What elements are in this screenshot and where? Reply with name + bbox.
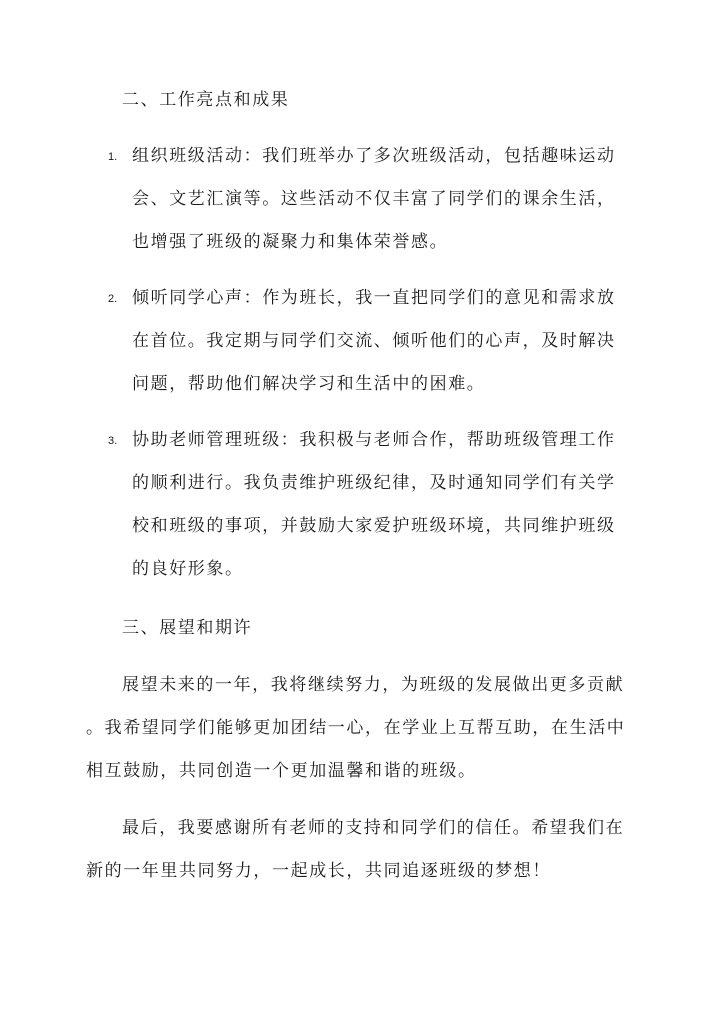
list-item-line: 协助老师管理班级：我积极与老师合作，帮助班级管理工作: [132, 430, 616, 450]
list-item-line: 在首位。我定期与同学们交流、倾听他们的心声，及时解决: [132, 331, 616, 351]
paragraph-line: 新的一年里共同努力，一起成长，共同追逐班级的梦想！: [86, 861, 551, 881]
paragraph-line: 最后，我要感谢所有老师的支持和同学们的信任。希望我们在: [122, 818, 625, 838]
list-item-line: 组织班级活动：我们班举办了多次班级活动，包括趣味运动: [132, 146, 616, 166]
list-item-line: 的良好形象。: [132, 559, 244, 579]
paragraph-line: 。我希望同学们能够更加团结一心，在学业上互帮互助，在生活中: [86, 718, 626, 738]
section-heading-outlook: 三、展望和期许: [122, 618, 253, 638]
section-heading-achievements: 二、工作亮点和成果: [122, 90, 290, 110]
list-item-line: 也增强了班级的凝聚力和集体荣誉感。: [132, 232, 449, 252]
paragraph-line: 展望未来的一年，我将继续努力，为班级的发展做出更多贡献: [122, 675, 625, 695]
list-item-line: 问题，帮助他们解决学习和生活中的困难。: [132, 374, 486, 394]
list-number: 3.: [108, 435, 118, 447]
paragraph-line: 相互鼓励，共同创造一个更加温馨和谐的班级。: [86, 761, 477, 781]
list-number: 1.: [108, 151, 118, 163]
list-item-line: 校和班级的事项，并鼓励大家爱护班级环境，共同维护班级: [132, 516, 616, 536]
list-item-line: 倾听同学心声：作为班长，我一直把同学们的意见和需求放: [132, 288, 616, 308]
list-number: 2.: [108, 293, 118, 305]
list-item-line: 会、文艺汇演等。这些活动不仅丰富了同学们的课余生活，: [132, 189, 616, 209]
list-item-line: 的顺利进行。我负责维护班级纪律，及时通知同学们有关学: [132, 473, 616, 493]
